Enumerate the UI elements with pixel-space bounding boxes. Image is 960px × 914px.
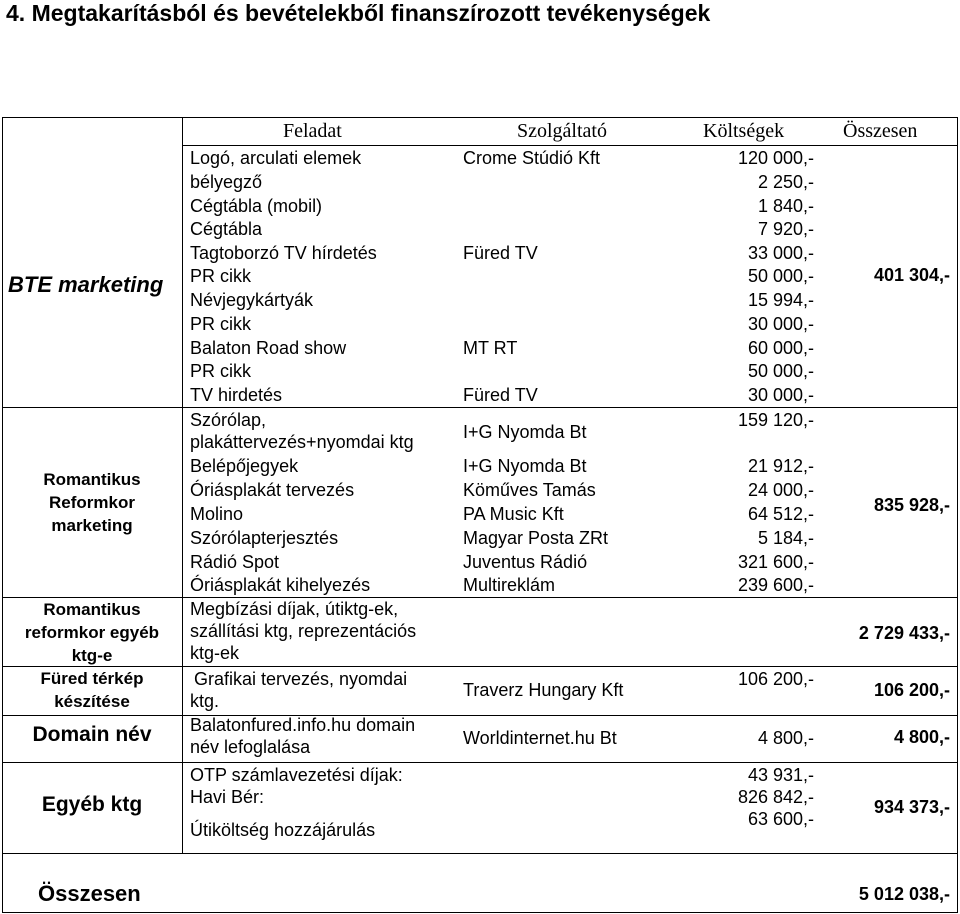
row-task: Útiköltség hozzájárulás [190, 820, 376, 840]
row-provider: Worldinternet.hu Bt [463, 728, 617, 748]
row-cost: 21 912,- [747, 456, 814, 476]
row-cost: 5 184,- [757, 528, 814, 548]
row-task: PR cikk [190, 314, 252, 334]
row-task: TV hirdetés [190, 385, 283, 405]
row-cost: 106 200,- [737, 669, 814, 689]
row-task: Rádió Spot [190, 552, 280, 572]
row-task: Megbízási díjak, útiktg-ek, szállítási ktg, reprezentációs ktg-ek [190, 599, 417, 663]
row-task: Havi Bér: [190, 787, 265, 807]
row-task: Logó, arculati elemek [190, 148, 362, 168]
row-cost: 1 840,- [757, 196, 814, 216]
row-cost: 63 600,- [747, 809, 814, 829]
section-divider [2, 715, 958, 716]
column-divider [182, 117, 183, 854]
row-task: Szórólapterjesztés [190, 528, 339, 548]
header-szolgaltato: Szolgáltató [517, 120, 607, 142]
header-osszesen: Összesen [843, 120, 918, 142]
row-cost: 239 600,- [737, 575, 814, 595]
page-title: 4. Megtakarításból és bevételekből finanszírozott tevékenységek [6, 0, 711, 26]
row-provider: Füred TV [463, 243, 538, 263]
table-right-border [957, 117, 958, 913]
row-task: Cégtábla (mobil) [190, 196, 323, 216]
row-cost: 30 000,- [747, 385, 814, 405]
row-cost: 120 000,- [737, 148, 814, 168]
section-total: 4 800,- [893, 727, 950, 747]
row-provider: Magyar Posta ZRt [463, 528, 609, 548]
row-cost: 60 000,- [747, 338, 814, 358]
section-divider [2, 762, 958, 763]
section-total: 106 200,- [873, 680, 950, 700]
grand-total-label: Összesen [38, 881, 141, 906]
row-provider: Köműves Tamás [463, 480, 596, 500]
row-provider: PA Music Kft [463, 504, 564, 524]
row-task: Névjegykártyák [190, 290, 314, 310]
row-cost: 24 000,- [747, 480, 814, 500]
row-task: Szórólap, plakáttervezés+nyomdai ktg [190, 410, 414, 452]
row-provider: Füred TV [463, 385, 538, 405]
row-cost: 50 000,- [747, 361, 814, 381]
grand-total-value: 5 012 038,- [858, 884, 950, 904]
row-cost: 321 600,- [737, 552, 814, 572]
section-divider [2, 407, 958, 408]
section-label: Romantikus Reformkor marketing [43, 470, 141, 535]
row-provider: MT RT [463, 338, 518, 358]
row-task: OTP számlavezetési díjak: [190, 765, 403, 785]
row-task: Óriásplakát tervezés [190, 480, 355, 500]
table-bottom-border [2, 912, 958, 913]
section-label: Füred térkép készítése [40, 669, 144, 711]
section-label: Romantikus reformkor egyéb ktg-e [24, 600, 160, 665]
row-task: Grafikai tervezés, nyomdai ktg. [190, 669, 408, 711]
section-label: BTE marketing [8, 272, 164, 297]
row-task: PR cikk [190, 361, 252, 381]
row-task: Balaton Road show [190, 338, 347, 358]
row-provider: I+G Nyomda Bt [463, 422, 587, 442]
row-task: PR cikk [190, 266, 252, 286]
row-task: bélyegző [190, 172, 263, 192]
section-total: 835 928,- [873, 495, 950, 515]
row-task: Tagtoborzó TV hírdetés [190, 243, 377, 263]
header-bottom-border [182, 145, 958, 146]
row-task: Cégtábla [190, 219, 263, 239]
row-provider: I+G Nyomda Bt [463, 456, 587, 476]
row-provider: Traverz Hungary Kft [463, 680, 624, 700]
header-koltsegek: Költségek [703, 120, 785, 142]
section-label: Domain név [32, 723, 152, 746]
section-total: 2 729 433,- [858, 623, 950, 643]
section-total: 934 373,- [873, 797, 950, 817]
section-label: Egyéb ktg [41, 793, 143, 816]
row-cost: 33 000,- [747, 243, 814, 263]
row-cost: 7 920,- [757, 219, 814, 239]
table-top-border [2, 117, 958, 118]
row-task: Molino [190, 504, 244, 524]
row-task: Óriásplakát kihelyezés [190, 575, 371, 595]
row-cost: 50 000,- [747, 266, 814, 286]
section-total: 401 304,- [873, 265, 950, 285]
section-divider [2, 853, 958, 854]
row-provider: Juventus Rádió [463, 552, 588, 572]
row-cost: 4 800,- [757, 728, 814, 748]
row-provider: Multireklám [463, 575, 556, 595]
header-feladat: Feladat [283, 120, 342, 142]
row-task: Belépőjegyek [190, 456, 299, 476]
row-cost: 43 931,- [747, 765, 814, 785]
row-cost: 64 512,- [747, 504, 814, 524]
row-cost: 826 842,- [737, 787, 814, 807]
row-cost: 30 000,- [747, 314, 814, 334]
row-cost: 159 120,- [737, 410, 814, 430]
row-cost: 15 994,- [747, 290, 814, 310]
row-task: Balatonfured.info.hu domain név lefoglalása [190, 715, 416, 757]
row-provider: Crome Stúdió Kft [463, 148, 601, 168]
row-cost: 2 250,- [757, 172, 814, 192]
